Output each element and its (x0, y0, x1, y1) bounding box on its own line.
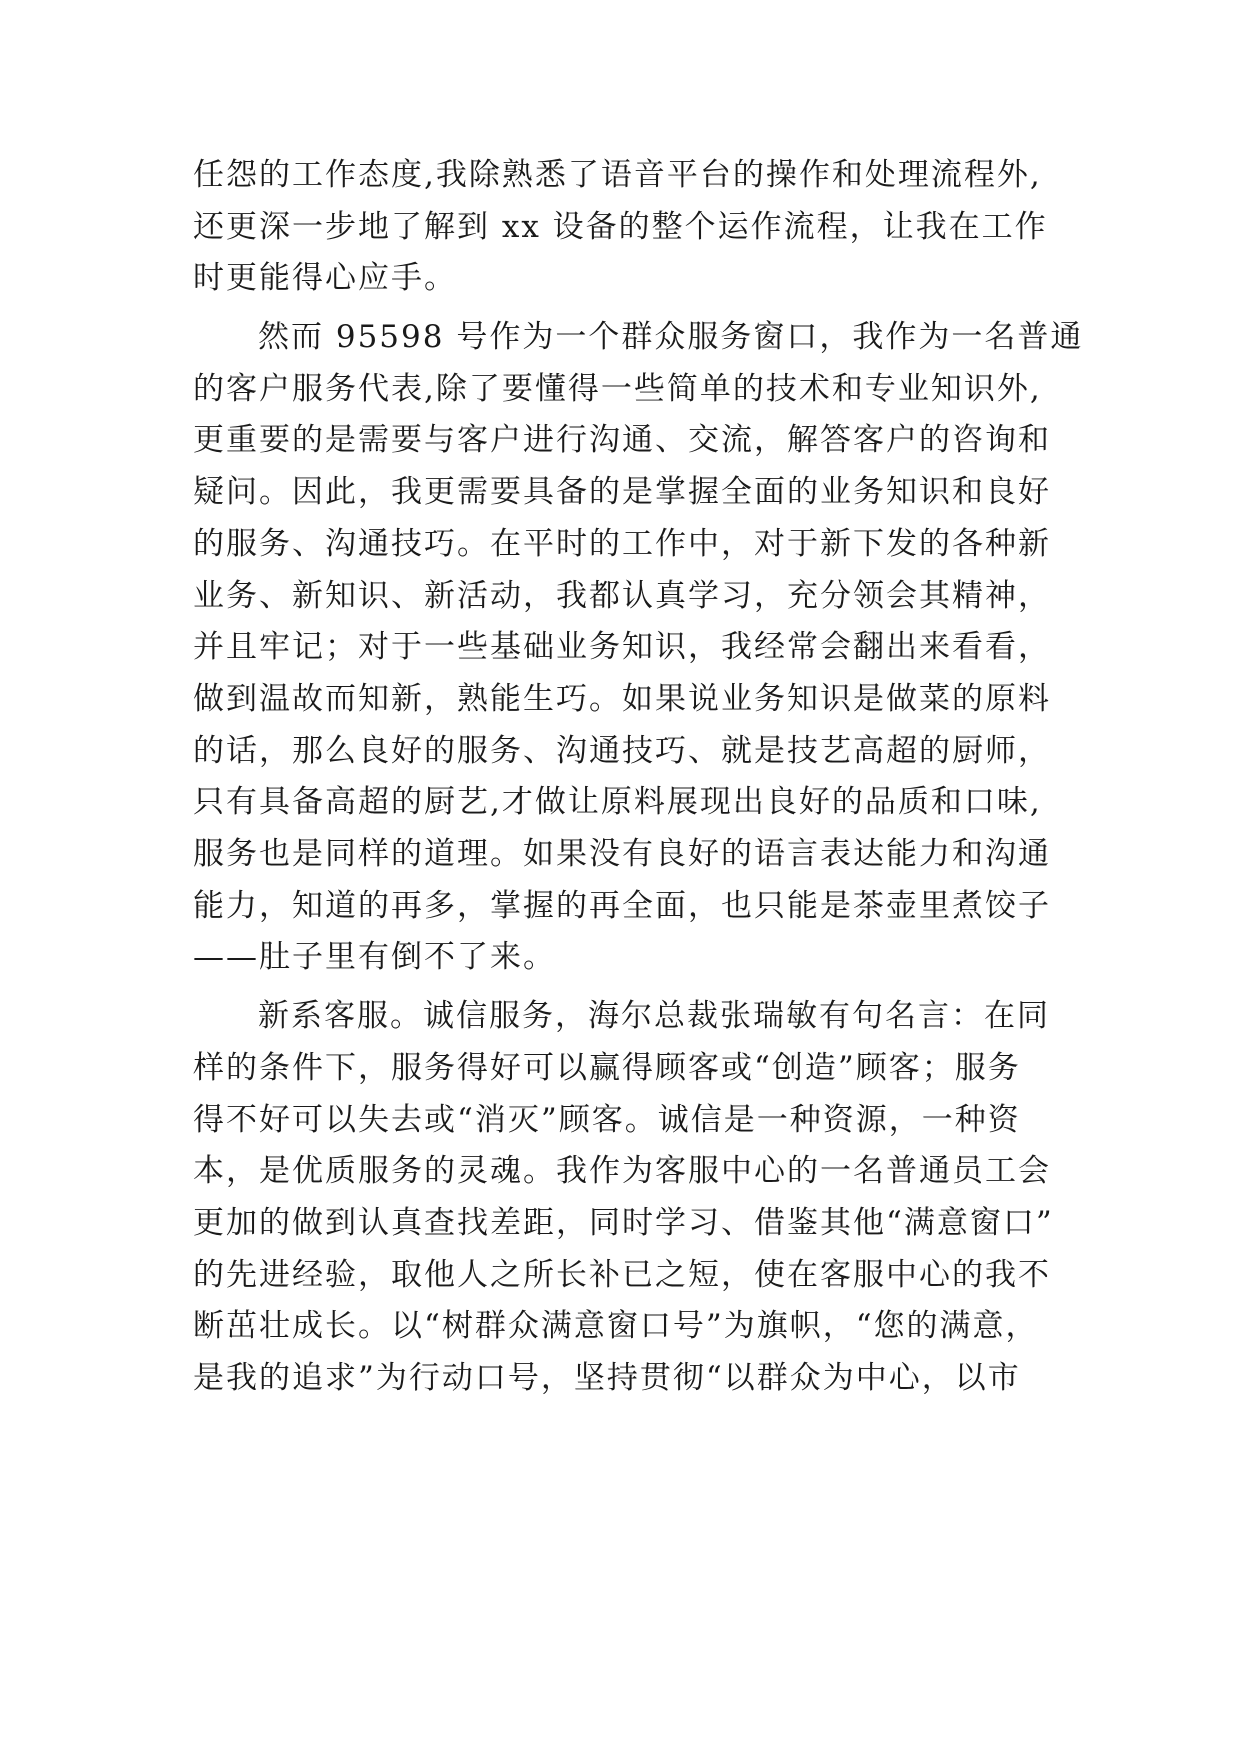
text-line: 能力，知道的再多，掌握的再全面，也只能是茶壶里煮饺子 (193, 888, 1051, 924)
text-line: 的话，那么良好的服务、沟通技巧、就是技艺高超的厨师， (193, 733, 1051, 769)
text-line: 得不好可以失去或“消灭”顾客。诚信是一种资源，一种资 (193, 1102, 1021, 1138)
text-line: 时更能得心应手。 (193, 260, 457, 296)
text-line: 是我的追求”为行动口号，坚持贯彻“以群众为中心，以市 (193, 1360, 1021, 1396)
text-line: 做到温故而知新，熟能生巧。如果说业务知识是做菜的原料 (193, 681, 1051, 717)
text-line: 还更深一步地了解到 xx 设备的整个运作流程，让我在工作 (193, 209, 1048, 245)
text-line: 只有具备高超的厨艺,才做让原料展现出良好的品质和口味, (193, 784, 1042, 820)
text-line: 并且牢记；对于一些基础业务知识，我经常会翻出来看看， (193, 629, 1051, 665)
text-line: 更重要的是需要与客户进行沟通、交流，解答客户的咨询和 (193, 422, 1051, 458)
text-line: ——肚子里有倒不了来。 (193, 939, 556, 975)
text-line: 样的条件下，服务得好可以赢得顾客或“创造”顾客；服务 (193, 1050, 1021, 1086)
text-line: 断茁壮成长。以“树群众满意窗口号”为旗帜，“您的满意， (193, 1308, 1039, 1344)
text-line: 业务、新知识、新活动，我都认真学习，充分领会其精神， (193, 578, 1051, 614)
text-line: 的先进经验，取他人之所长补已之短，使在客服中心的我不 (193, 1257, 1051, 1293)
text-line: 的服务、沟通技巧。在平时的工作中，对于新下发的各种新 (193, 526, 1051, 562)
text-line: 疑问。因此，我更需要具备的是掌握全面的业务知识和良好 (193, 474, 1051, 510)
text-line: 新系客服。诚信服务，海尔总裁张瑞敏有句名言：在同 (258, 998, 1050, 1034)
text-line: 的客户服务代表,除了要懂得一些简单的技术和专业知识外, (193, 371, 1042, 407)
text-line: 更加的做到认真查找差距，同时学习、借鉴其他“满意窗口” (193, 1205, 1054, 1241)
text-line: 然而 95598 号作为一个群众服务窗口，我作为一名普通 (258, 319, 1084, 355)
text-line: 本，是优质服务的灵魂。我作为客服中心的一名普通员工会 (193, 1153, 1051, 1189)
text-line: 任怨的工作态度,我除熟悉了语音平台的操作和处理流程外, (193, 157, 1042, 193)
text-line: 服务也是同样的道理。如果没有良好的语言表达能力和沟通 (193, 836, 1051, 872)
